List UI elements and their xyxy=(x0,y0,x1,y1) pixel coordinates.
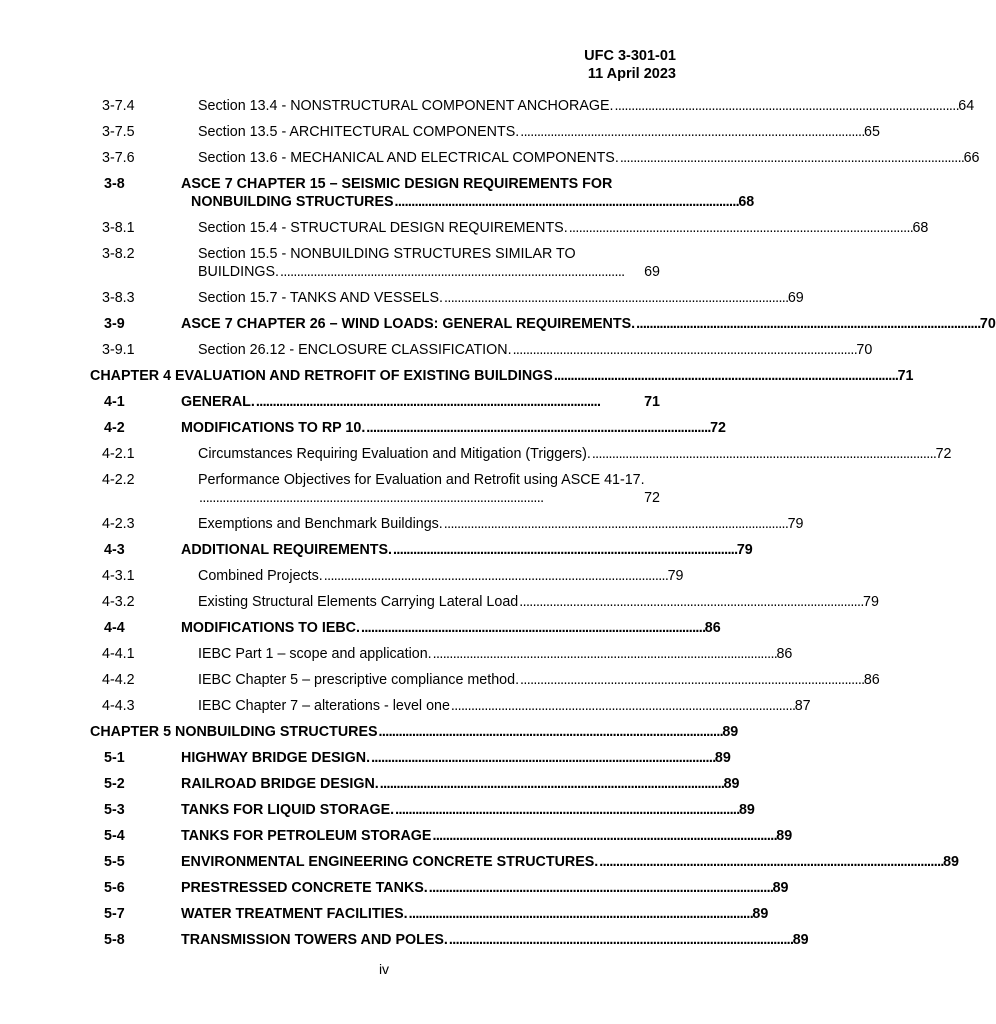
toc-entry-page: 86 xyxy=(704,620,721,636)
table-of-contents xyxy=(90,97,996,949)
toc-entry-page: 69 xyxy=(787,290,804,306)
toc-entry-title: Section 26.12 - ENCLOSURE CLASSIFICATION. xyxy=(198,342,512,358)
toc-entry[interactable] xyxy=(90,697,811,715)
toc-entry-number: 4-1 xyxy=(104,394,125,410)
toc-entry-title: ASCE 7 CHAPTER 26 – WIND LOADS: GENERAL REQUIREMENTS. xyxy=(181,316,636,332)
toc-entry-title: ASCE 7 CHAPTER 15 – SEISMIC DESIGN REQUIREMENTS FOR xyxy=(181,176,613,192)
toc-leader-dots xyxy=(620,149,963,167)
toc-entry-number: 3-8.1 xyxy=(102,220,135,236)
toc-leader-dots xyxy=(592,445,935,463)
toc-entry-page: 79 xyxy=(787,516,804,532)
toc-entry-title: WATER TREATMENT FACILITIES. xyxy=(181,906,408,922)
toc-leader-dots xyxy=(520,123,863,141)
toc-entry-title: ADDITIONAL REQUIREMENTS. xyxy=(181,542,393,558)
toc-entry-number: 4-3 xyxy=(104,542,125,558)
toc-entry-title: TRANSMISSION TOWERS AND POLES. xyxy=(181,932,448,948)
toc-leader-dots xyxy=(280,263,643,281)
toc-entry-title: PRESTRESSED CONCRETE TANKS. xyxy=(181,880,428,896)
toc-entry-title: Combined Projects. xyxy=(198,568,323,584)
toc-entry-title: ENVIRONMENTAL ENGINEERING CONCRETE STRUCTURES. xyxy=(181,854,599,870)
document-id: UFC 3-301-01 xyxy=(584,48,676,64)
toc-entry-number: 4-2 xyxy=(104,420,125,436)
toc-entry[interactable] xyxy=(90,775,740,793)
toc-entry[interactable] xyxy=(90,931,809,949)
toc-entry-number: 4-4 xyxy=(104,620,125,636)
toc-entry-number: 5-6 xyxy=(104,880,125,896)
toc-entry[interactable] xyxy=(90,749,731,767)
toc-leader-dots xyxy=(361,619,704,637)
toc-entry-title: Section 13.6 - MECHANICAL AND ELECTRICAL COMPONENTS. xyxy=(198,150,619,166)
toc-entry[interactable] xyxy=(90,671,880,689)
toc-entry-number: 5-1 xyxy=(104,750,125,766)
toc-entry-number: 4-2.1 xyxy=(102,446,135,462)
toc-entry-page: 89 xyxy=(752,906,769,922)
toc-entry[interactable] xyxy=(90,593,879,611)
toc-entry-title: CHAPTER 4 EVALUATION AND RETROFIT OF EXISTING BUILDINGS xyxy=(90,368,553,384)
toc-entry-page: 89 xyxy=(772,880,789,896)
toc-entry-page: 89 xyxy=(714,750,731,766)
toc-entry-page: 72 xyxy=(644,490,660,506)
toc-entry-page: 86 xyxy=(863,672,880,688)
toc-leader-dots xyxy=(636,315,979,333)
toc-chapter-entry[interactable] xyxy=(90,723,739,741)
toc-entry-title: RAILROAD BRIDGE DESIGN. xyxy=(181,776,379,792)
toc-entry-page: 70 xyxy=(979,316,996,332)
toc-entry-page: 68 xyxy=(912,220,929,236)
toc-leader-dots xyxy=(366,419,709,437)
toc-leader-dots xyxy=(379,723,722,741)
toc-entry-number: 5-5 xyxy=(104,854,125,870)
toc-entry[interactable] xyxy=(90,289,804,307)
toc-entry[interactable] xyxy=(90,801,755,819)
toc-entry-number: 3-8.3 xyxy=(102,290,135,306)
toc-leader-dots xyxy=(451,697,794,715)
toc-entry-number: 5-7 xyxy=(104,906,125,922)
toc-entry-title: NONBUILDING STRUCTURES xyxy=(191,194,394,210)
toc-entry-page: 65 xyxy=(864,124,880,140)
toc-leader-dots xyxy=(324,567,667,585)
toc-entry[interactable] xyxy=(90,471,660,507)
toc-entry-page: 69 xyxy=(644,264,660,280)
toc-leader-dots xyxy=(554,367,897,385)
toc-entry-page: 79 xyxy=(863,594,879,610)
toc-leader-dots xyxy=(433,645,776,663)
toc-entry-page: 68 xyxy=(738,194,755,210)
toc-entry[interactable] xyxy=(90,541,753,559)
toc-leader-dots xyxy=(449,931,792,949)
toc-entry-page: 66 xyxy=(963,150,980,166)
toc-entry[interactable] xyxy=(90,645,793,663)
toc-entry-number: 3-8 xyxy=(104,176,125,192)
toc-entry-page: 89 xyxy=(738,802,755,818)
toc-leader-dots xyxy=(380,775,723,793)
toc-entry-title: GENERAL. xyxy=(181,394,255,410)
toc-entry[interactable] xyxy=(90,393,660,411)
toc-leader-dots xyxy=(615,97,958,115)
toc-entry-number: 4-2.2 xyxy=(102,472,135,488)
toc-leader-dots xyxy=(569,219,912,237)
toc-entry-number: 4-3.2 xyxy=(102,594,135,610)
toc-entry-page: 89 xyxy=(943,854,959,870)
toc-leader-dots xyxy=(599,853,942,871)
toc-entry-title: Section 15.7 - TANKS AND VESSELS. xyxy=(198,290,444,306)
toc-entry[interactable] xyxy=(90,567,684,585)
toc-entry[interactable] xyxy=(90,515,804,533)
toc-leader-dots xyxy=(520,671,863,689)
toc-entry-number: 4-4.3 xyxy=(102,698,135,714)
toc-entry-number: 5-2 xyxy=(104,776,125,792)
toc-entry[interactable] xyxy=(90,879,789,897)
toc-entry[interactable] xyxy=(90,619,721,637)
toc-entry-title: Section 15.4 - STRUCTURAL DESIGN REQUIREMENTS. xyxy=(198,220,568,236)
toc-entry-title: Existing Structural Elements Carrying Lateral Load xyxy=(198,594,519,610)
toc-entry-number: 4-4.2 xyxy=(102,672,135,688)
toc-entry-title: HIGHWAY BRIDGE DESIGN. xyxy=(181,750,371,766)
toc-leader-dots xyxy=(409,905,752,923)
toc-entry-page: 71 xyxy=(897,368,914,384)
toc-entry-page: 79 xyxy=(736,542,753,558)
toc-entry-page: 89 xyxy=(722,724,739,740)
toc-leader-dots xyxy=(432,827,775,845)
toc-entry-title: Circumstances Requiring Evaluation and Mitigation (Triggers). xyxy=(198,446,591,462)
toc-entry[interactable] xyxy=(90,149,980,167)
toc-leader-dots xyxy=(513,341,856,359)
toc-entry-title: MODIFICATIONS TO RP 10. xyxy=(181,420,366,436)
toc-entry-title: TANKS FOR PETROLEUM STORAGE xyxy=(181,828,432,844)
toc-entry[interactable] xyxy=(90,123,880,141)
toc-entry[interactable] xyxy=(90,827,793,845)
toc-entry-number: 3-8.2 xyxy=(102,246,135,262)
toc-leader-dots xyxy=(199,489,643,507)
toc-leader-dots xyxy=(429,879,772,897)
toc-entry[interactable] xyxy=(90,905,769,923)
toc-entry[interactable] xyxy=(90,97,975,115)
toc-entry-number: 4-2.3 xyxy=(102,516,135,532)
toc-entry-page: 89 xyxy=(792,932,809,948)
document-header xyxy=(584,47,676,83)
toc-entry-title: MODIFICATIONS TO IEBC. xyxy=(181,620,360,636)
toc-entry-title: Section 13.5 - ARCHITECTURAL COMPONENTS. xyxy=(198,124,520,140)
toc-entry[interactable] xyxy=(90,445,952,463)
toc-entry-title: IEBC Chapter 5 – prescriptive compliance method. xyxy=(198,672,520,688)
toc-entry-number: 3-9 xyxy=(104,316,125,332)
toc-entry-title: Section 13.4 - NONSTRUCTURAL COMPONENT ANCHORAGE. xyxy=(198,98,614,114)
toc-entry[interactable] xyxy=(90,853,959,871)
toc-entry-title: CHAPTER 5 NONBUILDING STRUCTURES xyxy=(90,724,378,740)
toc-entry-title: BUILDINGS. xyxy=(198,264,280,280)
toc-entry-title: IEBC Chapter 7 – alterations - level one xyxy=(198,698,450,714)
toc-entry-number: 3-7.6 xyxy=(102,150,135,166)
toc-entry[interactable] xyxy=(90,245,660,281)
toc-entry-title: TANKS FOR LIQUID STORAGE. xyxy=(181,802,395,818)
toc-entry-page: 89 xyxy=(723,776,740,792)
toc-entry[interactable] xyxy=(90,219,929,237)
toc-chapter-entry[interactable] xyxy=(90,367,914,385)
toc-entry-title: Section 15.5 - NONBUILDING STRUCTURES SIMILAR TO xyxy=(198,246,576,262)
toc-leader-dots xyxy=(393,541,736,559)
toc-entry[interactable] xyxy=(90,315,996,333)
toc-entry-number: 4-3.1 xyxy=(102,568,135,584)
toc-entry-number: 3-7.5 xyxy=(102,124,135,140)
toc-leader-dots xyxy=(371,749,714,767)
toc-leader-dots xyxy=(395,193,738,211)
toc-entry-number: 5-4 xyxy=(104,828,125,844)
toc-entry[interactable] xyxy=(90,419,726,437)
toc-entry-page: 70 xyxy=(856,342,873,358)
toc-leader-dots xyxy=(519,593,862,611)
toc-entry-number: 5-8 xyxy=(104,932,125,948)
document-date: 11 April 2023 xyxy=(587,66,676,82)
toc-entry-number: 3-9.1 xyxy=(102,342,135,358)
toc-leader-dots xyxy=(444,289,787,307)
toc-entry-page: 72 xyxy=(710,420,726,436)
toc-entry-page: 71 xyxy=(644,394,660,410)
toc-entry-title: Performance Objectives for Evaluation and Retrofit using ASCE 41-17. xyxy=(198,472,645,488)
toc-entry-page: 89 xyxy=(776,828,793,844)
toc-leader-dots xyxy=(256,393,643,411)
toc-entry-page: 86 xyxy=(776,646,793,662)
toc-entry-number: 5-3 xyxy=(104,802,125,818)
toc-entry-number: 3-7.4 xyxy=(102,98,135,114)
toc-entry[interactable] xyxy=(90,175,755,211)
toc-leader-dots xyxy=(395,801,738,819)
toc-entry-page: 72 xyxy=(935,446,952,462)
toc-entry[interactable] xyxy=(90,341,873,359)
toc-entry-title: IEBC Part 1 – scope and application. xyxy=(198,646,432,662)
toc-entry-page: 79 xyxy=(667,568,684,584)
toc-entry-number: 4-4.1 xyxy=(102,646,135,662)
toc-leader-dots xyxy=(444,515,787,533)
toc-entry-title: Exemptions and Benchmark Buildings. xyxy=(198,516,443,532)
toc-entry-page: 64 xyxy=(958,98,975,114)
toc-entry-page: 87 xyxy=(794,698,811,714)
page-number: iv xyxy=(378,961,390,977)
